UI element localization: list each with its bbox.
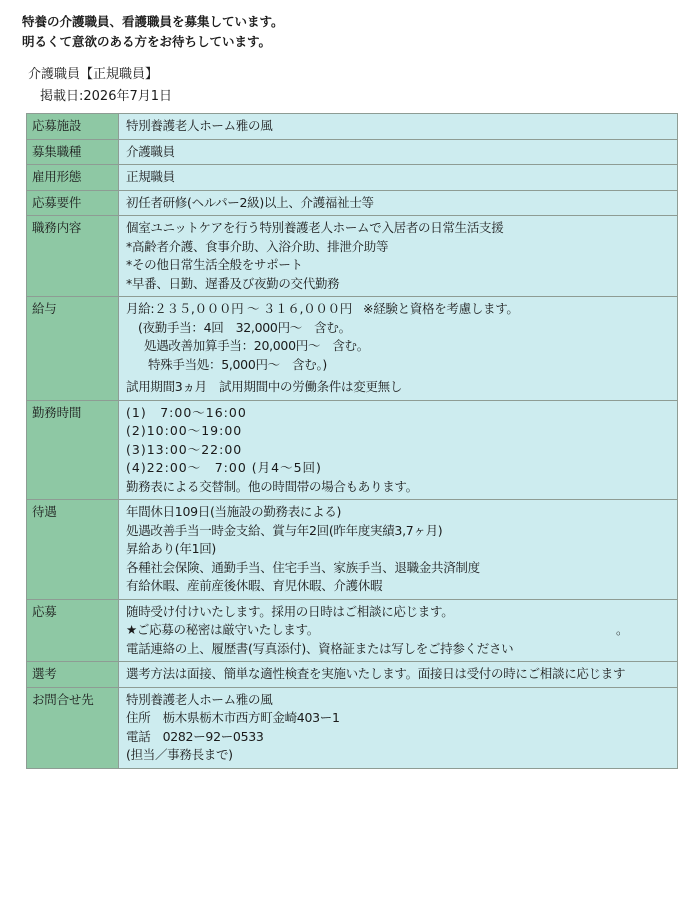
confidentiality-note: ★ご応募の秘密は厳守いたします。 (126, 622, 319, 637)
row-requirements (27, 190, 678, 216)
application-line: 随時受け付けいたします。採用の日時はご相談に応じます。 (126, 603, 454, 619)
job-details-table (26, 113, 678, 769)
contact-address: 住所 栃木県栃木市西方町金崎403ー1 (126, 710, 340, 725)
requirements-value: 初任者研修(ヘルパー2級)以上、介護福祉士等 (126, 194, 374, 210)
row-selection (27, 662, 678, 688)
position-value: 介護職員 (126, 143, 175, 159)
benefits-line: 処遇改善手当一時金支給、賞与年2回(昨年度実績3,7ヶ月) (126, 522, 443, 538)
salary-main-line (126, 300, 673, 319)
duties-line: *高齢者介護、食事介助、入浴介助、排泄介助等 (126, 238, 389, 254)
salary-trial: 試用期間3ヵ月 試用期間中の労働条件は変更無し (126, 379, 403, 394)
row-application (27, 599, 678, 662)
row-value (119, 114, 678, 140)
row-label: 応募要件 (27, 190, 119, 216)
salary-range: 月給:２３５,０００円 ～ ３１６,０００円 (126, 301, 353, 316)
shift-line: (1) 7:00～16:00 (126, 404, 247, 420)
benefits-line: 各種社会保険、通勤手当、住宅手当、家族手当、退職金共済制度 (126, 559, 480, 575)
application-line (126, 621, 673, 640)
shift-note: 勤務表による交替制。他の時間帯の場合もあります。 (126, 478, 418, 494)
stray-mark: 。 (616, 622, 629, 637)
row-employment (27, 165, 678, 191)
row-facility (27, 114, 678, 140)
row-label: 応募 (27, 599, 119, 662)
row-value (119, 297, 678, 401)
salary-note: ※経験と資格を考慮します。 (363, 301, 519, 316)
row-value (119, 687, 678, 768)
row-duties (27, 216, 678, 297)
row-label: 待遇 (27, 500, 119, 600)
row-value (119, 400, 678, 500)
row-label: 応募施設 (27, 114, 119, 140)
row-label: お問合せ先 (27, 687, 119, 768)
row-label: 給与 (27, 297, 119, 401)
duties-line: *早番、日勤、遅番及び夜勤の交代勤務 (126, 275, 340, 291)
row-benefits (27, 500, 678, 600)
duties-line: *その他日常生活全般をサポート (126, 257, 303, 272)
row-label: 選考 (27, 662, 119, 688)
intro-line-2: 明るくて意欲のある方をお待ちしています。 (22, 34, 272, 49)
duties-line: 個室ユニットケアを行う特別養護老人ホームで入居者の日常生活支援 (126, 220, 504, 235)
row-label: 募集職種 (27, 139, 119, 165)
benefits-line: 有給休暇、産前産後休暇、育児休暇、介護休暇 (126, 578, 383, 593)
salary-allowance: 特殊手当処：5,000円～ 含む。) (148, 356, 328, 372)
row-value (119, 599, 678, 662)
row-position (27, 139, 678, 165)
shift-line: (2)10:00～19:00 (126, 423, 243, 438)
shift-line: (4)22:00～ 7:00 (月4～5回) (126, 460, 322, 475)
row-value (119, 662, 678, 688)
application-line: 電話連絡の上、履歴書(写真添付)、資格証または写しをご持参ください (126, 640, 514, 656)
row-value (119, 165, 678, 191)
intro-line-1: 特養の介護職員、看護職員を募集しています。 (22, 14, 284, 29)
intro-message (22, 12, 284, 52)
contact-phone: 電話 0282ー92ー0533 (126, 728, 264, 744)
benefits-line: 昇給あり(年1回) (126, 541, 217, 556)
row-salary (27, 297, 678, 401)
row-hours (27, 400, 678, 500)
row-label: 雇用形態 (27, 165, 119, 191)
posted-date: 掲載日:2026年7月1日 (40, 89, 173, 104)
salary-allowance: (夜勤手当：4回 32,000円～ 含む。 (138, 319, 351, 335)
contact-facility: 特別養護老人ホーム雅の風 (126, 691, 273, 707)
row-contact (27, 687, 678, 768)
row-label: 職務内容 (27, 216, 119, 297)
row-label: 勤務時間 (27, 400, 119, 500)
employment-value: 正規職員 (126, 169, 175, 184)
row-value (119, 139, 678, 165)
row-value (119, 190, 678, 216)
selection-value: 選考方法は面接、簡単な適性検査を実施いたします。面接日は受付の時にご相談に応じます (126, 666, 626, 681)
facility-value: 特別養護老人ホーム雅の風 (126, 118, 273, 133)
benefits-line: 年間休日109日(当施設の勤務表による) (126, 504, 342, 519)
shift-line: (3)13:00～22:00 (126, 441, 243, 457)
row-value (119, 500, 678, 600)
job-title: 介護職員【正規職員】 (28, 67, 159, 82)
salary-allowance: 処遇改善加算手当：20,000円～ 含む。 (144, 338, 369, 353)
row-value (119, 216, 678, 297)
contact-person: (担当／事務長まで) (126, 747, 233, 762)
